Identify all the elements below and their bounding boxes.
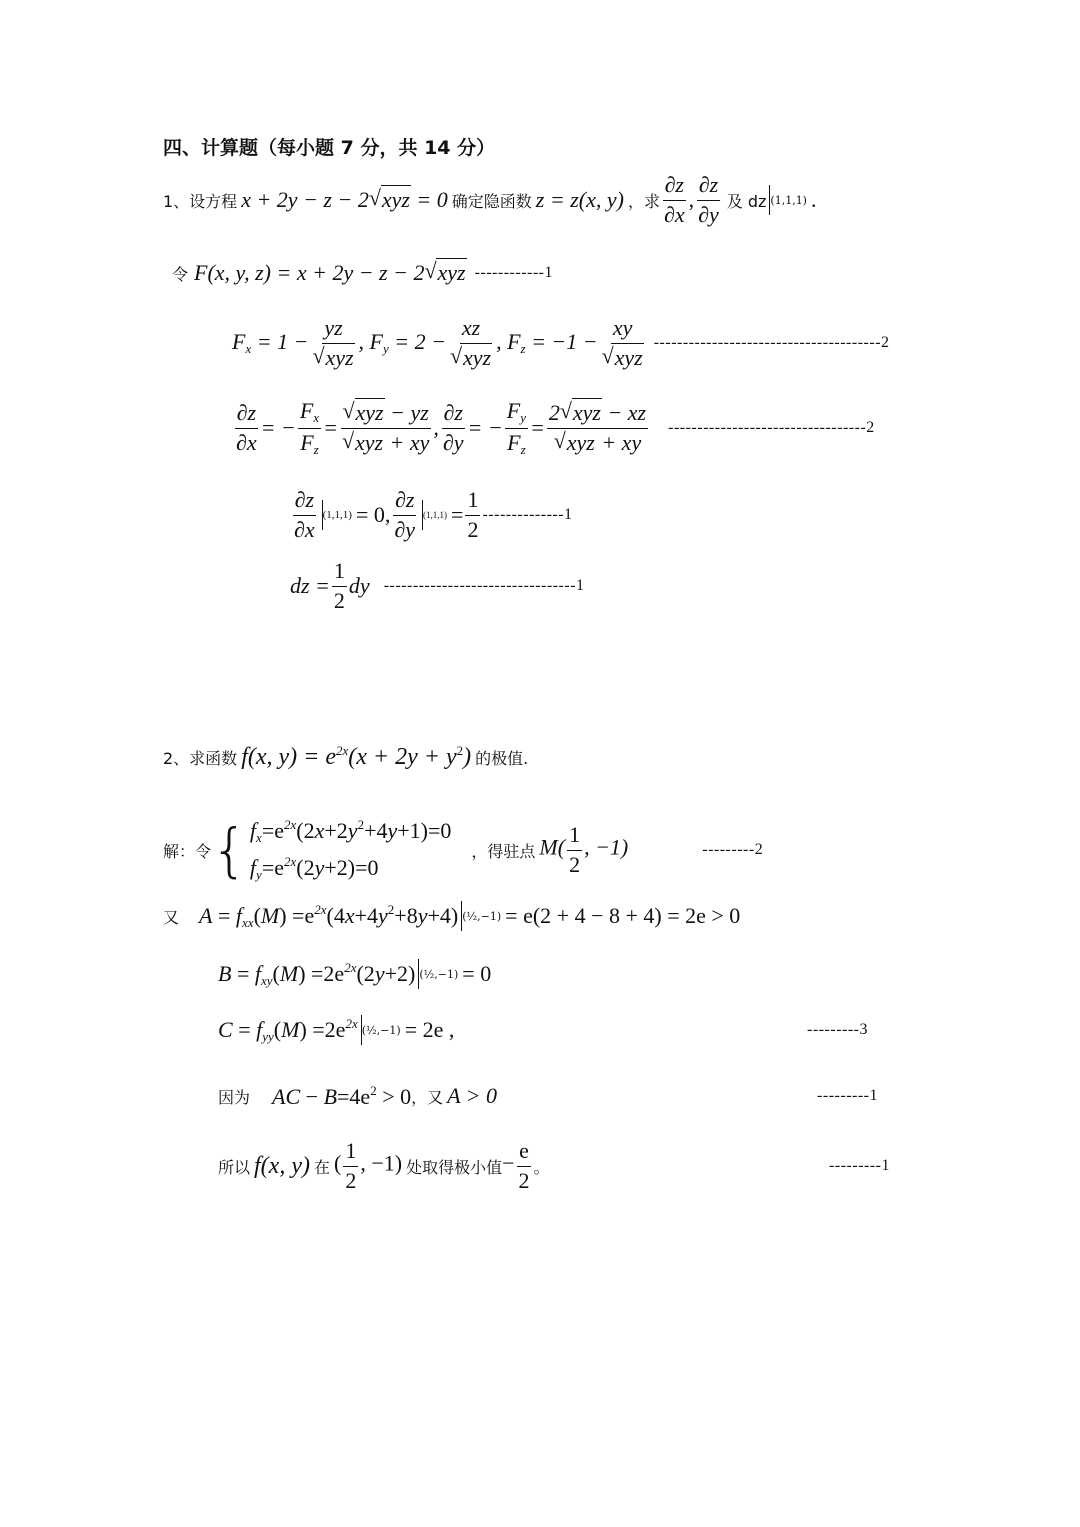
dz-formulas-line: $\frac{\partial z}{\partial x}$ = − $\frac{F_x}{F_z}$ = √ xyz − yz √ xyz + xy , $\frac{\partial z}{\partial y}$ = − $\frac{F_y}{F_z}$ = 2√ xyz − xz √ xyz + xy ----------------------------------2 <box>232 398 875 458</box>
q1-and-text: 及 dz <box>726 191 767 211</box>
let-F-line <box>172 258 553 288</box>
dz-text: dz = <box>290 573 330 598</box>
so-text: 处取得极小值 <box>406 1157 503 1177</box>
q1-equation: x + 2y − z − 2√ xyz = 0 <box>241 187 448 213</box>
let-label: 令 <box>172 264 189 284</box>
q1-mid-text: 确定隐函数 <box>451 191 532 211</box>
q2-statement <box>163 742 528 772</box>
score-q1-4: --------------1 <box>482 506 573 523</box>
dy-text: dy <box>348 573 370 598</box>
q2-function: f(x, $y) = e^{2x}(x + 2y + y^2)$ <box>241 743 472 770</box>
dz-dy: $\frac{\partial z}{\partial y}$ <box>698 172 719 227</box>
so-label: 所以 <box>218 1157 251 1177</box>
q1-label: 1、设方程 <box>163 191 238 211</box>
B-line: $B = f_{xy}(M) =2e^{2x}(2y+2)$ (½,−1) = 0 <box>218 959 492 988</box>
score-q1-1: ------------1 <box>474 264 553 281</box>
stationary-point: M( $\frac{1}{2}$ , −1) <box>539 822 629 877</box>
score-q2-1: ---------2 <box>702 841 764 858</box>
score-q2-4: ---------1 <box>829 1157 890 1174</box>
stationary-text: ，得驻点 <box>471 841 536 861</box>
q1-period: . <box>810 187 817 212</box>
score-q2-2: ---------3 <box>807 1021 868 1038</box>
F-partials-line: $F_x = 1$ − yz √ xyz , $F_y = 2$ − xz √ xyz , $F_z = -1$ − xy √ xyz ---------------------------------------2 <box>232 315 890 371</box>
F-definition: F(x, y, z) = x + 2y − z − 2√ xyz <box>194 260 467 286</box>
because-label: 因为 <box>218 1087 251 1107</box>
eval-zero: = 0, <box>355 502 391 527</box>
q1-ask: ，求 <box>627 191 660 211</box>
because-tail: ，又 <box>411 1087 444 1107</box>
section-heading: 四、计算题（每小题 7 分，共 14 分） <box>163 137 496 159</box>
so-at: 在 <box>313 1157 330 1177</box>
solve-label: 解：令 <box>163 841 212 861</box>
A-line: 又 $A = f_{xx}(M) =e^{2x}(4x+4y^2+8y+4)$ (½,−1) = e(2 + 4 − 8 + 4) = 2e > 0 <box>163 901 741 930</box>
brace: { <box>211 816 248 884</box>
q1-implicit: z = z(x, y) <box>535 187 624 212</box>
equation-system: $f_x=e^{2x}(2x+2y^2+4y+1)=0$ $f_y=e^{2x}(2y+2)=0$ <box>249 817 452 882</box>
q1-point: (1,1,1) <box>770 193 807 207</box>
so-line: 所以 f(x, y) 在 ( $\frac{1}{2}$ , −1) 处取得极小值 − $\frac{e}{2}$ 。 ---------1 <box>218 1138 890 1193</box>
dz-result-line: dz = $\frac{1}{2}$ dy ---------------------------------1 <box>290 558 585 613</box>
so-end: 。 <box>533 1157 550 1177</box>
q1-statement: 1、设方程 x + 2y − z − 2√ xyz = 0 确定隐函数 z = z(x, y) ，求 $\frac{\partial z}{\partial x}$ , $\frac{\partial z}{\partial y}$ 及 dz (1,1,1) . <box>163 175 816 225</box>
score-q2-3: ---------1 <box>817 1087 878 1104</box>
because-line: 因为 AC − $B=4e^2 > 0$ ，又 A > 0 ---------1 <box>218 1082 878 1109</box>
q2-solve-line <box>163 812 763 888</box>
q2-label: 2、求函数 <box>163 748 238 768</box>
evaluated-partials-line: $\frac{\partial z}{\partial x}$ (1,1,1) = 0, $\frac{\partial z}{\partial y}$ (1,1,1) = $\frac{1}{2}$ --------------1 <box>294 487 573 542</box>
you-label: 又 <box>163 907 180 927</box>
A-positive: A > 0 <box>447 1083 498 1108</box>
C-line: $C = f_{yy}(M) =2e^{2x}$ (½,−1) = 2e , ---------3 <box>218 1015 868 1044</box>
score-q1-2: ---------------------------------------2 <box>653 334 890 351</box>
score-q1-5: ---------------------------------1 <box>383 577 585 594</box>
q2-tail: 的极值. <box>475 748 529 768</box>
score-q1-3: ----------------------------------2 <box>668 419 875 436</box>
dz-dx: $\frac{\partial z}{\partial x}$ <box>663 172 685 227</box>
